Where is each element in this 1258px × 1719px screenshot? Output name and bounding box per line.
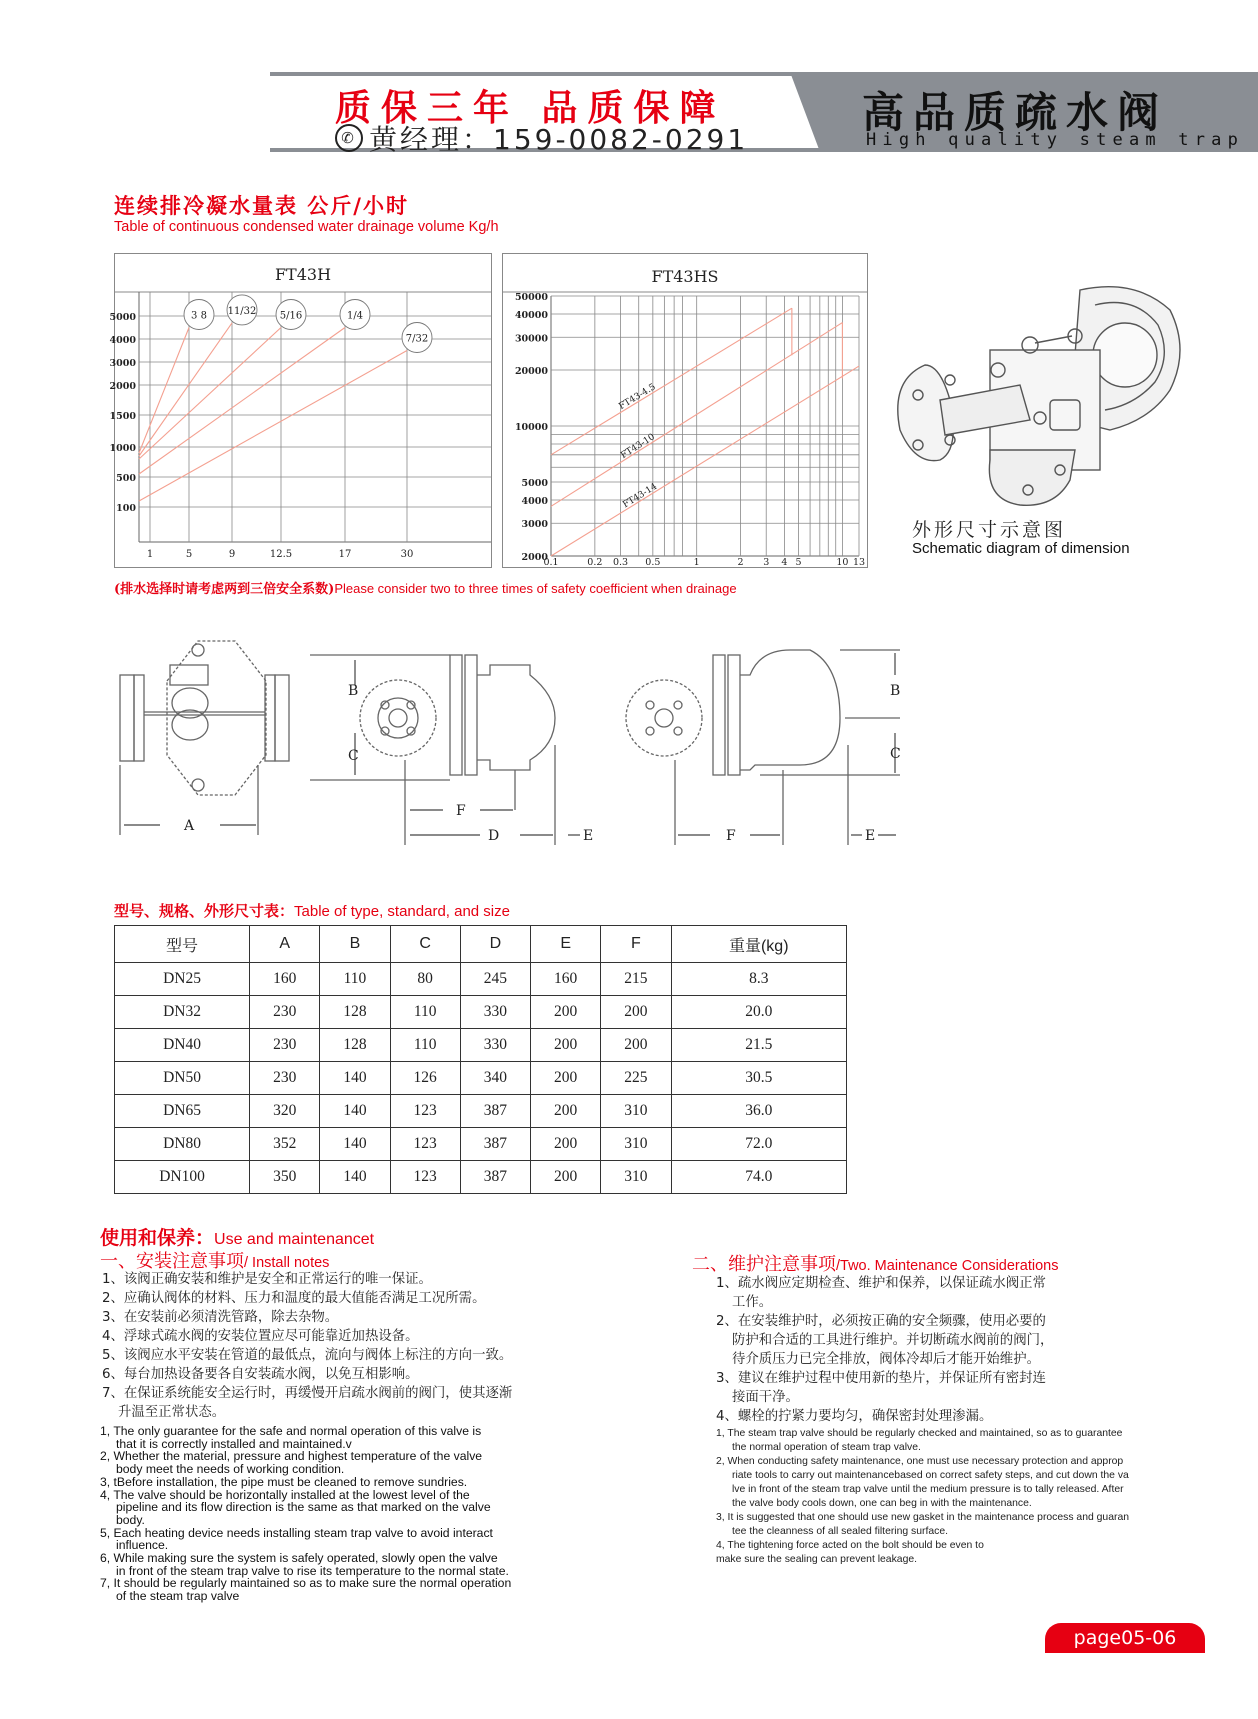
steam-trap-cutaway-drawing (880, 270, 1200, 510)
table-row (115, 1095, 847, 1128)
table-cell: 200 (531, 1062, 601, 1095)
x-tick-label: 0.5 (645, 557, 661, 568)
x-tick-label: 0.1 (543, 557, 559, 568)
table-cell: 36.0 (671, 1095, 847, 1128)
column-header: D (460, 926, 530, 963)
y-tick-label: 2000 (521, 552, 548, 563)
list-item: the valve body cools down, one can beg in with the maintenance. (732, 1498, 1032, 1509)
install-notes-title-cn: 一、安装注意事项 (100, 1251, 244, 1272)
list-item: the normal operation of steam trap valve. (732, 1442, 921, 1453)
table-row (115, 1161, 847, 1194)
x-tick-label: 13 (852, 557, 866, 568)
header-contact (335, 118, 748, 158)
drainage-title-en: Table of continuous condensed water drainage volume Kg/h (114, 219, 499, 235)
table-row (115, 1128, 847, 1161)
list-item: tee the cleanness of all sealed filtering surface. (732, 1526, 949, 1537)
y-tick-label: 20000 (514, 366, 548, 378)
list-item: 5, Each heating device needs installing steam trap valve to avoid interact (100, 1525, 493, 1540)
chart-ft43hs (502, 253, 868, 568)
header-title: 高品质疏水阀 (862, 88, 1169, 137)
table-cell: 110 (390, 1029, 460, 1062)
table-cell: 128 (320, 996, 390, 1029)
list-item: 7, It should be regularly maintained so as to make sure the normal operation (100, 1576, 512, 1591)
series-label: 7/32 (405, 333, 429, 345)
list-item: 2、在安装维护时，必须按正确的安全频骤，使用必要的 (716, 1314, 1046, 1329)
dim-label-b2: B (890, 683, 901, 699)
list-item: 1、疏水阀应定期检查、维护和保养，以保证疏水阀正常 (716, 1276, 1046, 1291)
table-cell: 387 (460, 1095, 530, 1128)
column-header: 型号 (115, 926, 250, 963)
contact-text: 黄经理：159-0082-0291 (369, 123, 749, 156)
list-item: 工作。 (732, 1295, 773, 1310)
schematic-caption-en: Schematic diagram of dimension (912, 540, 1130, 557)
list-item: 6、每台加热设备要各自安装疏水阀，以免互相影响。 (102, 1367, 419, 1382)
series-label: 3 8 (191, 310, 207, 322)
x-tick-label: 10 (836, 557, 849, 568)
list-item: 6, While making sure the system is safely operated, slowly open the valve (100, 1551, 498, 1566)
table-cell: 80 (390, 963, 460, 996)
dim-label-f2: F (726, 828, 736, 844)
dim-label-a: A (184, 818, 195, 834)
dim-label-e: E (583, 828, 594, 844)
list-item: 4、螺栓的拧紧力要均匀，确保密封处理渗漏。 (716, 1409, 993, 1424)
column-header: F (601, 926, 671, 963)
table-cell: 230 (250, 1029, 320, 1062)
dim-label-f: F (456, 803, 466, 819)
table-cell: 310 (601, 1161, 671, 1194)
table-cell: 140 (320, 1128, 390, 1161)
table-cell: 320 (250, 1095, 320, 1128)
list-item: make sure the sealing can prevent leakage. (716, 1554, 918, 1565)
page-number-badge: page05-06 (1045, 1623, 1205, 1653)
list-item: that it is correctly installed and maintained.v (116, 1436, 352, 1451)
maintenance-title (100, 1223, 374, 1250)
table-cell: DN32 (115, 996, 250, 1029)
table-cell: DN40 (115, 1029, 250, 1062)
chart-ft43h-svg (109, 254, 491, 567)
x-tick-label: 0.3 (612, 557, 629, 568)
table-cell: 200 (601, 996, 671, 1029)
list-item: 3, It is suggested that one should use new gasket in the maintenance process and guaran (716, 1512, 1130, 1523)
spec-table (114, 925, 847, 1194)
schematic-caption-cn: 外形尺寸示意图 (912, 519, 1067, 541)
series-label: FT43-4.5 (617, 382, 658, 413)
list-item: in front of the steam trap valve to rise its temperature to the normal state. (116, 1563, 509, 1578)
table-row (115, 996, 847, 1029)
table-cell: 126 (390, 1062, 460, 1095)
table-cell: 245 (460, 963, 530, 996)
table-row (115, 963, 847, 996)
table-cell: 110 (320, 963, 390, 996)
x-tick-label: 4 (781, 557, 788, 568)
list-item: pipeline and its flow direction is the same as that marked on the valve (116, 1500, 491, 1515)
column-header: C (390, 926, 460, 963)
y-tick-label: 2000 (109, 381, 136, 392)
table-cell: 350 (250, 1161, 320, 1194)
table-cell: DN80 (115, 1128, 250, 1161)
dim-label-c: C (348, 748, 359, 764)
list-item: 升温至正常状态。 (118, 1405, 226, 1420)
list-item: body. (116, 1512, 145, 1527)
table-cell: 200 (531, 996, 601, 1029)
list-item: 4、浮球式疏水阀的安装位置应尽可能靠近加热设备。 (102, 1329, 419, 1344)
table-cell: 387 (460, 1128, 530, 1161)
table-cell: 21.5 (671, 1029, 847, 1062)
install-notes-title-en: / Install notes (244, 1255, 330, 1271)
x-tick-label: 30 (400, 549, 414, 560)
column-header: B (320, 926, 390, 963)
series-line-4 (139, 351, 407, 502)
list-item: 2, When conducting safety maintenance, one must use necessary protection and approp (716, 1456, 1124, 1467)
list-item: 2、应确认阀体的材料、压力和温度的最大值能否满足工况所需。 (102, 1291, 486, 1306)
list-item: riate tools to carry out maintenancebased on correct safety steps, and cut down the va (732, 1470, 1129, 1481)
dim-label-d: D (488, 828, 500, 844)
column-header: E (531, 926, 601, 963)
series-line-2 (551, 366, 859, 556)
chart-ft43hs-svg (503, 254, 867, 567)
maintenance-title-en: Use and maintenancet (214, 1231, 375, 1248)
spec-table-title-en: Table of type, standard, and size (294, 903, 510, 920)
table-cell: 225 (601, 1062, 671, 1095)
dimension-drawings-svg (110, 635, 930, 860)
list-item: influence. (116, 1538, 169, 1553)
table-cell: 340 (460, 1062, 530, 1095)
list-item: 4, The tightening force acted on the bolt should be even to (716, 1540, 984, 1551)
series-line-0 (551, 308, 792, 455)
series-label: FT43-14 (621, 481, 660, 511)
table-cell: 200 (531, 1128, 601, 1161)
series-line-3 (139, 328, 345, 475)
series-label: 1/4 (346, 310, 364, 322)
install-notes-cn-list (102, 1270, 662, 1422)
table-cell: 74.0 (671, 1161, 847, 1194)
table-cell: 200 (531, 1161, 601, 1194)
y-tick-label: 4000 (521, 496, 548, 508)
list-item: 1, The steam trap valve should be regularly checked and maintained, so as to guarantee (716, 1428, 1123, 1439)
list-item: lve in front of the steam trap valve until the medium pressure is to tally released. After (732, 1484, 1124, 1495)
maintenance-notes-en-list (716, 1427, 1216, 1567)
table-cell: 200 (531, 1095, 601, 1128)
table-cell: 310 (601, 1128, 671, 1161)
table-cell: 140 (320, 1095, 390, 1128)
column-header: 重量(kg) (671, 926, 847, 963)
y-tick-label: 50000 (514, 292, 548, 303)
y-tick-label: 30000 (514, 333, 548, 345)
x-tick-label: 5 (185, 549, 193, 560)
dim-label-c2: C (890, 746, 901, 762)
x-tick-label: 1 (693, 557, 700, 568)
list-item: 5、该阀应水平安装在管道的最低点，流向与阀体上标注的方向一致。 (102, 1348, 513, 1363)
table-cell: 123 (390, 1128, 460, 1161)
y-tick-label: 100 (116, 503, 136, 514)
y-tick-label: 500 (116, 473, 136, 484)
series-label: FT43-10 (619, 432, 657, 462)
x-tick-label: 1 (146, 549, 154, 560)
safety-note-en: Please consider two to three times of safety coefficient when drainage (334, 581, 737, 596)
header-subtitle: High quality steam trap (866, 130, 1245, 150)
x-tick-label: 2 (737, 557, 744, 568)
list-item: 待介质压力已完全排放，阀体冷却后才能开始维护。 (732, 1352, 1040, 1367)
table-cell: 160 (531, 963, 601, 996)
phone-icon: ✆ (335, 124, 363, 152)
list-item: 1、该阀正确安装和维护是安全和正常运行的唯一保证。 (102, 1272, 432, 1287)
table-cell: DN65 (115, 1095, 250, 1128)
list-item: 接面干净。 (732, 1390, 799, 1405)
table-cell: 330 (460, 996, 530, 1029)
y-tick-label: 1000 (109, 443, 136, 454)
drainage-title-cn: 连续排冷凝水量表 公斤/小时 (114, 193, 409, 218)
safety-note (114, 578, 737, 597)
list-item: 3、建议在维护过程中使用新的垫片，并保证所有密封连 (716, 1371, 1046, 1386)
table-cell: 352 (250, 1128, 320, 1161)
table-cell: 200 (531, 1029, 601, 1062)
table-cell: 330 (460, 1029, 530, 1062)
header-slogan: 质保三年 品质保障 (335, 88, 726, 129)
series-line-2 (139, 328, 281, 460)
table-cell: 72.0 (671, 1128, 847, 1161)
series-line-0 (139, 328, 189, 454)
y-tick-label: 1500 (109, 411, 136, 422)
list-item: of the steam trap valve (116, 1589, 240, 1604)
maintenance-notes-title-cn: 二、维护注意事项 (692, 1254, 836, 1275)
spec-table-title (114, 900, 510, 921)
table-cell: 8.3 (671, 963, 847, 996)
table-cell: 30.5 (671, 1062, 847, 1095)
y-tick-label: 5000 (109, 312, 136, 323)
list-item: 防护和合适的工具进行维护。并切断疏水阀前的阀门， (732, 1333, 1054, 1348)
list-item: 3、在安装前必须清洗管路，除去杂物。 (102, 1310, 339, 1325)
list-item: 1, The only guarantee for the safe and normal operation of this valve is (100, 1424, 482, 1438)
safety-note-cn: (排水选择时请考虑两到三倍安全系数) (114, 582, 335, 597)
table-cell: 20.0 (671, 996, 847, 1029)
install-notes-en-list (100, 1425, 660, 1603)
x-tick-label: 12.5 (269, 549, 293, 560)
x-tick-label: 3 (763, 557, 770, 568)
maintenance-notes-title-en: /Two. Maintenance Considerations (836, 1258, 1059, 1274)
table-cell: 310 (601, 1095, 671, 1128)
maintenance-notes-title (692, 1250, 1058, 1276)
table-cell: DN25 (115, 963, 250, 996)
table-cell: 123 (390, 1161, 460, 1194)
table-cell: 140 (320, 1161, 390, 1194)
chart-title: FT43HS (651, 267, 719, 286)
table-cell: 110 (390, 996, 460, 1029)
table-cell: 387 (460, 1161, 530, 1194)
column-header: A (250, 926, 320, 963)
y-tick-label: 3000 (521, 519, 548, 531)
header-rule-top (270, 72, 1258, 76)
spec-table-header-row (115, 926, 847, 963)
table-cell: 200 (601, 1029, 671, 1062)
list-item: body meet the needs of working condition. (116, 1462, 345, 1477)
table-cell: 128 (320, 1029, 390, 1062)
x-tick-label: 17 (338, 549, 352, 560)
table-cell: 230 (250, 1062, 320, 1095)
chart-title: FT43H (274, 265, 332, 284)
table-cell: 230 (250, 996, 320, 1029)
table-cell: 140 (320, 1062, 390, 1095)
table-cell: 123 (390, 1095, 460, 1128)
y-tick-label: 10000 (514, 422, 548, 433)
x-tick-label: 5 (795, 557, 802, 568)
x-tick-label: 9 (228, 549, 236, 560)
table-cell: 215 (601, 963, 671, 996)
maintenance-notes-cn-list (716, 1274, 1176, 1426)
y-tick-label: 5000 (521, 477, 548, 489)
series-line-1 (139, 323, 232, 456)
spec-table-title-cn: 型号、规格、外形尺寸表： (114, 902, 295, 920)
y-tick-label: 3000 (109, 358, 136, 369)
table-row (115, 1062, 847, 1095)
y-tick-label: 4000 (109, 335, 136, 346)
series-label: 5/16 (279, 310, 303, 322)
list-item: 4, The valve should be horizontally installed at the lowest level of the (100, 1487, 470, 1502)
table-cell: DN50 (115, 1062, 250, 1095)
list-item: 2, Whether the material, pressure and highest temperature of the valve (100, 1449, 483, 1464)
dim-label-e2: E (865, 828, 876, 844)
x-tick-label: 0.2 (587, 557, 603, 568)
table-row (115, 1029, 847, 1062)
chart-ft43h (109, 253, 492, 568)
list-item: 3, tBefore installation, the pipe must be cleaned to remove sundries. (100, 1474, 468, 1489)
table-cell: 160 (250, 963, 320, 996)
dim-label-b: B (348, 683, 359, 699)
series-label: 11/32 (227, 305, 257, 317)
table-cell: DN100 (115, 1161, 250, 1194)
schematic-illustration (880, 270, 1200, 510)
maintenance-title-cn: 使用和保养： (100, 1227, 215, 1249)
dimension-drawings (110, 635, 930, 860)
list-item: 7、在保证系统能安全运行时，再缓慢开启疏水阀前的阀门，使其逐渐 (102, 1386, 513, 1401)
y-tick-label: 40000 (514, 310, 548, 322)
